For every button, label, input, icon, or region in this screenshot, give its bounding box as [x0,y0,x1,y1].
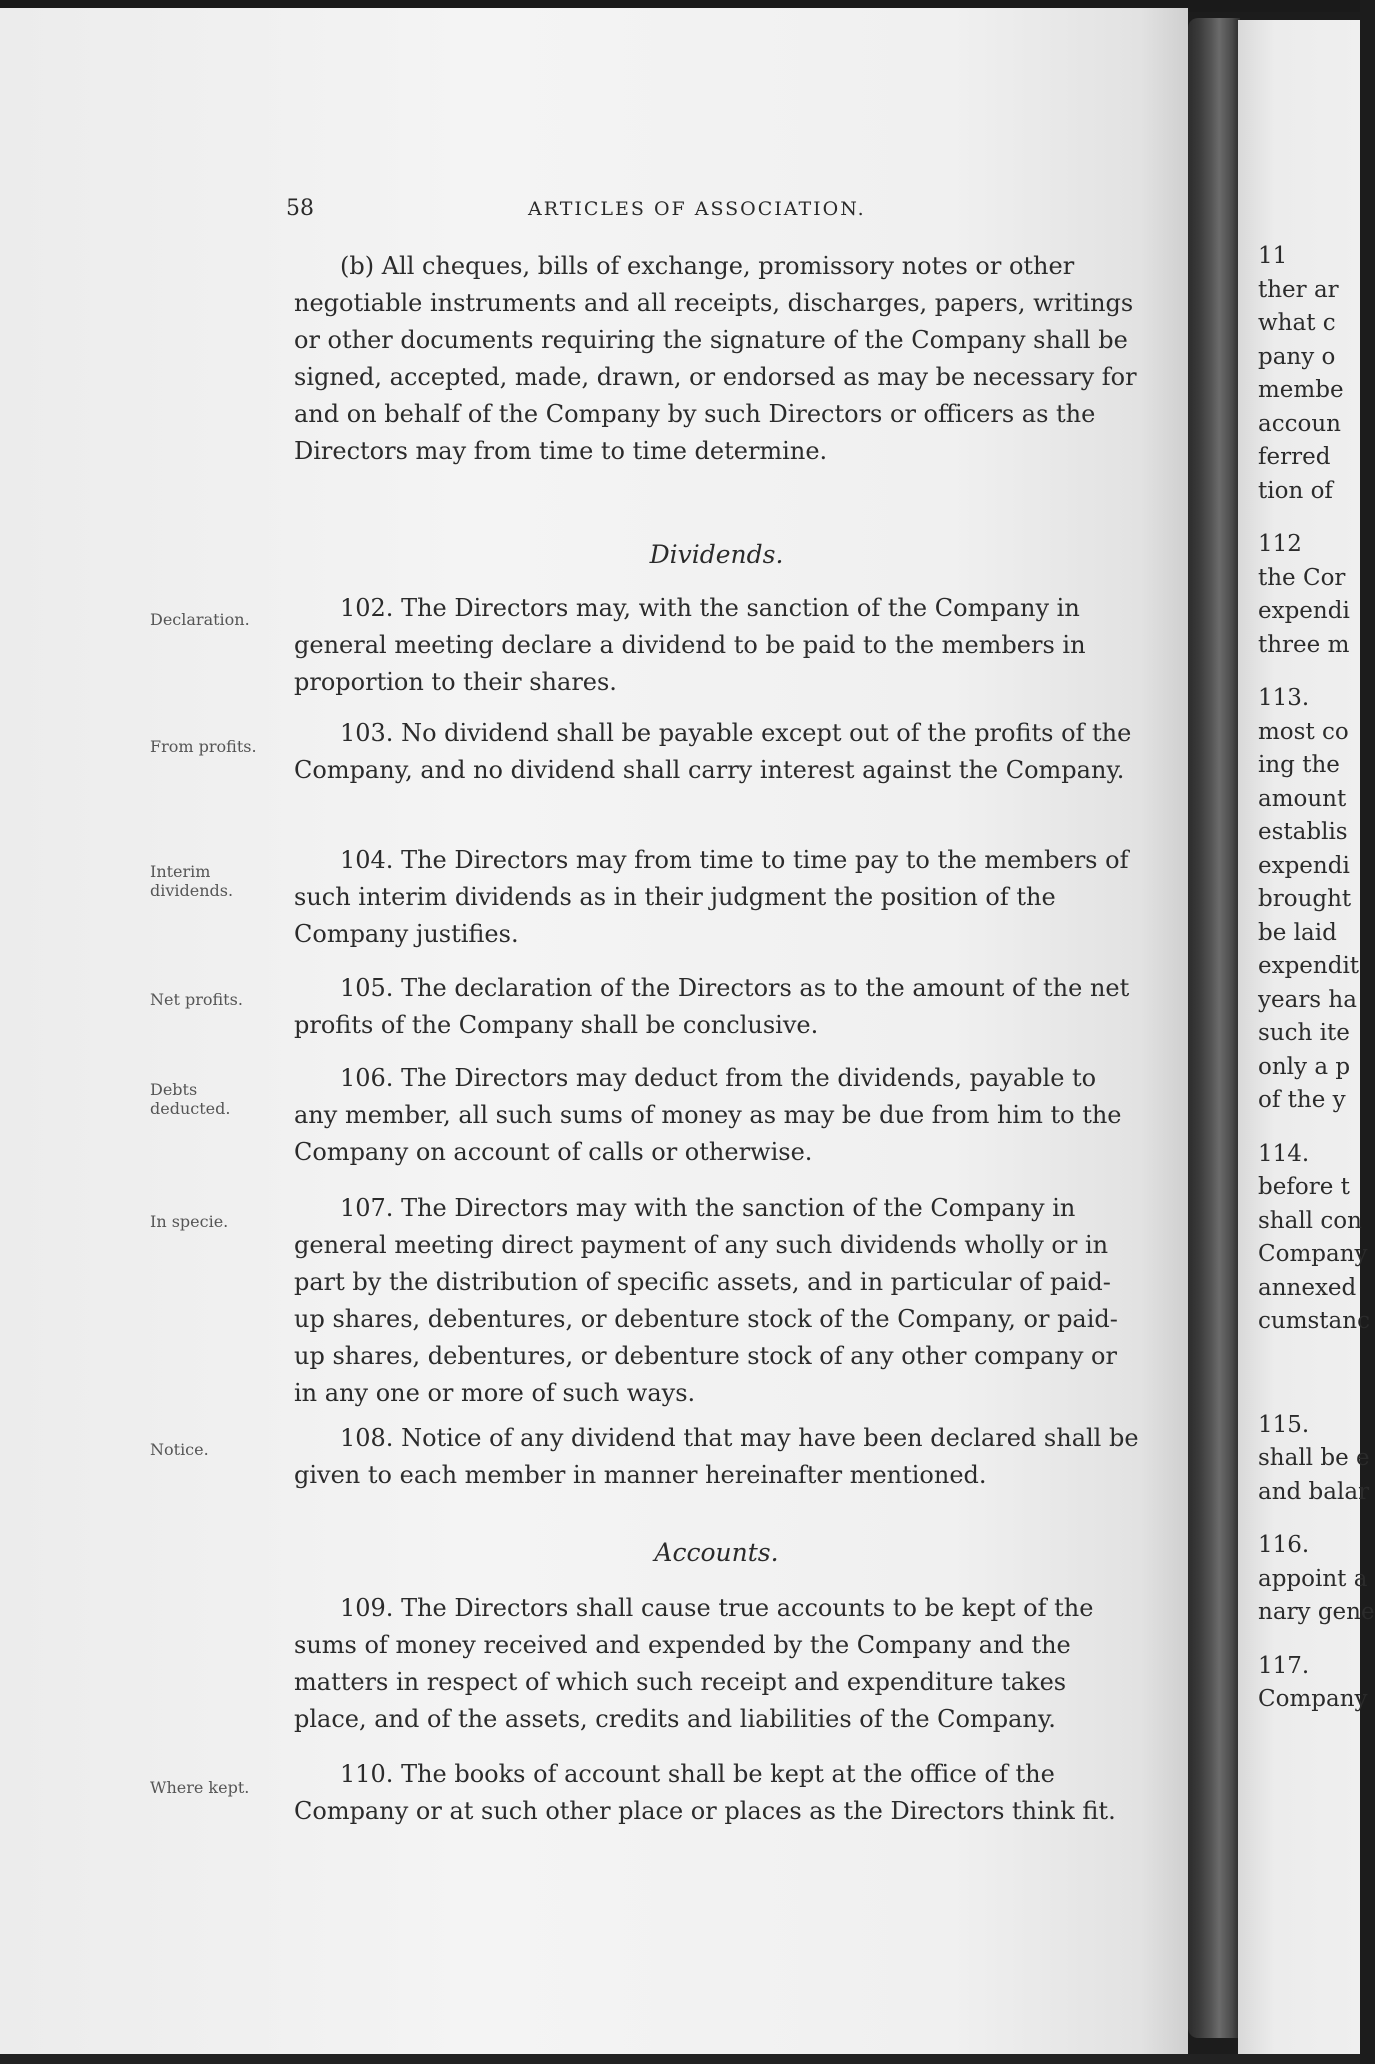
facing-line: 112 [1258,531,1302,557]
facing-line: annexed [1258,1274,1357,1301]
facing-line: ther ar [1258,276,1339,303]
article-108 [294,1420,1139,1494]
facing-line: years ha [1258,986,1357,1013]
facing-line: appoint a [1258,1565,1368,1592]
margin-note: Notice. [150,1440,209,1459]
facing-line: brought [1258,886,1352,912]
article-text: 109. The Directors shall cause true accounts to be kept of the sums of money received and expended by the Company and the matters in respect of which such receipt and expenditure takes place, and of the assets, credits and liabilities of the Company. [294,1594,1094,1733]
facing-line: expendi [1258,852,1350,879]
facing-line: 114. [1258,1140,1310,1167]
facing-line: 11 [1258,243,1288,269]
facing-line: tion of [1258,477,1333,504]
section-heading-dividends: Dividends. [649,540,784,569]
article-103 [294,715,1139,789]
facing-line: Company [1258,1241,1368,1267]
article-text: 110. The books of account shall be kept at the office of the Company or at such other place or places as the Directors think fit. [294,1760,1116,1825]
article-text: 102. The Directors may, with the sanction of the Company in general meeting declare a dividend to be paid to the members in proportion to their shares. [294,594,1086,696]
margin-note: Interim dividends. [150,862,234,900]
article-text: 108. Notice of any dividend that may have been declared shall be given to each member in manner hereinafter mentioned. [294,1424,1139,1489]
article-text: 106. The Directors may deduct from the dividends, payable to any member, all such sums of money as may be due from him to the Company on account of calls or otherwise. [294,1064,1122,1166]
margin-note: Declaration. [150,610,250,629]
paragraph-text: (b) All cheques, bills of exchange, promissory notes or other negotiable instruments and all receipts, discharges, papers, writings or other documents requiring the signature of the Company shall be signed, accepted, made, drawn, or endorsed as may be necessary for and on behalf of the Company by such Directors or officers as the Directors may from time to time determine. [294,252,1137,465]
facing-page-text [1258,240,1375,1717]
facing-line: expendit [1258,953,1360,979]
facing-line: amount [1258,785,1347,812]
article-110 [294,1756,1139,1830]
article-text: 103. No dividend shall be payable except out of the profits of the Company, and no dividend shall carry interest against the Company. [294,719,1132,784]
article-102 [294,590,1139,701]
scan-bottom-border [0,2054,1360,2064]
page-number: 58 [286,196,314,221]
facing-line: nary gene [1258,1599,1375,1625]
page-title: ARTICLES OF ASSOCIATION. [528,198,866,220]
facing-line: pany o [1258,343,1336,370]
margin-note: Where kept. [150,1778,250,1797]
article-text: 107. The Directors may with the sanction of the Company in general meeting direct payment of any such dividends wholly or in part by the distribution of specific assets, and in particular of paid-up shares, debentures, or debenture stock of the Company, or paid-up shares, debentures, or debenture stock of any other company or in any one or more of such ways. [294,1194,1118,1407]
article-106 [294,1060,1139,1171]
article-107 [294,1190,1139,1412]
facing-line: what c [1258,310,1336,336]
facing-line: before t [1258,1174,1350,1200]
article-105 [294,970,1139,1044]
margin-note: From profits. [150,737,257,756]
intro-paragraph [294,248,1139,470]
section-heading-accounts: Accounts. [654,1538,779,1567]
facing-line: cumstanc [1258,1308,1370,1334]
facing-line: the Cor [1258,564,1346,591]
facing-line: membe [1258,377,1344,403]
facing-line: be laid [1258,919,1337,946]
book-gutter [1188,18,1240,2038]
facing-line: shall be e [1258,1445,1370,1471]
facing-line: establis [1258,819,1348,845]
facing-line: most co [1258,718,1349,745]
facing-line: of the y [1258,1087,1346,1113]
facing-line: only a p [1258,1053,1351,1080]
facing-line: 117. [1258,1652,1310,1679]
article-109 [294,1590,1139,1738]
article-text: 104. The Directors may from time to time pay to the members of such interim dividends as in their judgment the position of the Company justifies. [294,846,1129,948]
facing-line: such ite [1258,1020,1350,1046]
facing-line: Company [1258,1686,1368,1712]
article-text: 105. The declaration of the Directors as to the amount of the net profits of the Company shall be conclusive. [294,974,1130,1039]
margin-note: Net profits. [150,990,243,1009]
facing-line: expendi [1258,598,1350,624]
facing-line: ferred [1258,444,1331,470]
facing-line: 116. [1258,1532,1310,1558]
facing-line: and balar [1258,1478,1370,1505]
article-104 [294,842,1139,953]
margin-note: Debts deducted. [150,1080,231,1118]
facing-line: shall con [1258,1207,1362,1234]
facing-line: accoun [1258,410,1341,437]
facing-line: 113. [1258,685,1310,711]
facing-line: 115. [1258,1411,1310,1438]
facing-line: ing the [1258,752,1340,778]
facing-line: three m [1258,631,1350,658]
margin-note: In specie. [150,1212,229,1231]
